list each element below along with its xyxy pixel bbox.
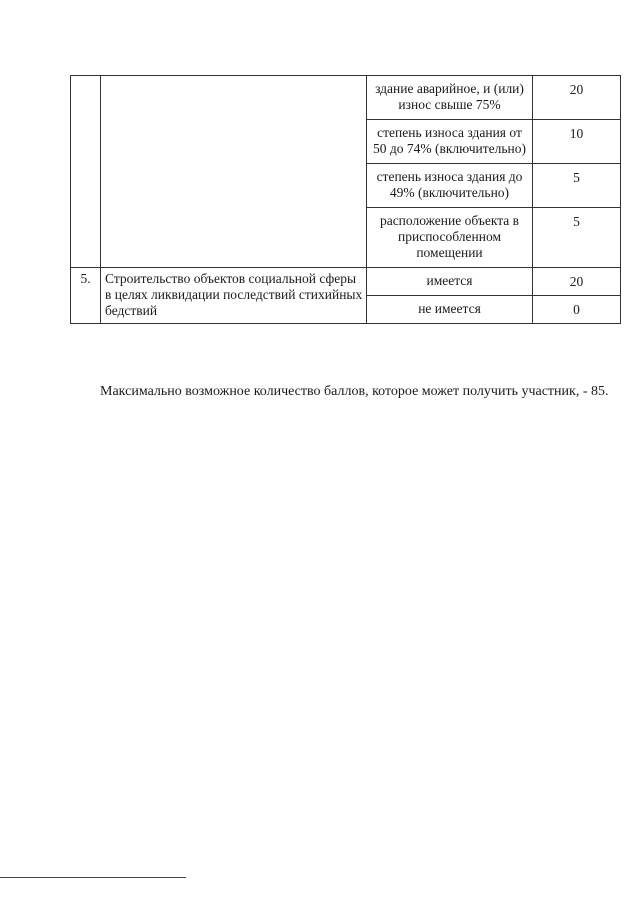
variant-cell: степень износа здания до 49% (включительно) xyxy=(367,164,533,208)
max-score-note xyxy=(62,383,620,400)
score-cell: 5 xyxy=(533,164,621,208)
variant-cell: расположение объекта в приспособленном помещении xyxy=(367,208,533,268)
criterion-number: 5. xyxy=(71,268,101,324)
criterion-name-cell xyxy=(101,76,367,268)
variant-cell: не имеется xyxy=(367,296,533,324)
variant-cell: здание аварийное, и (или) износ свыше 75% xyxy=(367,76,533,120)
score-cell: 20 xyxy=(533,268,621,296)
footer-rule xyxy=(0,877,186,878)
criterion-name: Строительство объектов социальной сферы в целях ликвидации последствий стихийных бедствий xyxy=(101,268,367,324)
variant-cell: степень износа здания от 50 до 74% (включительно) xyxy=(367,120,533,164)
criteria-table xyxy=(70,75,621,324)
table-row xyxy=(71,268,621,296)
score-cell: 10 xyxy=(533,120,621,164)
max-score-text: Максимально возможное количество баллов, которое может получить участник, - 85. xyxy=(100,384,609,399)
score-cell: 20 xyxy=(533,76,621,120)
variant-cell: имеется xyxy=(367,268,533,296)
table-row xyxy=(71,76,621,120)
score-cell: 0 xyxy=(533,296,621,324)
criterion-number-cell xyxy=(71,76,101,268)
score-cell: 5 xyxy=(533,208,621,268)
